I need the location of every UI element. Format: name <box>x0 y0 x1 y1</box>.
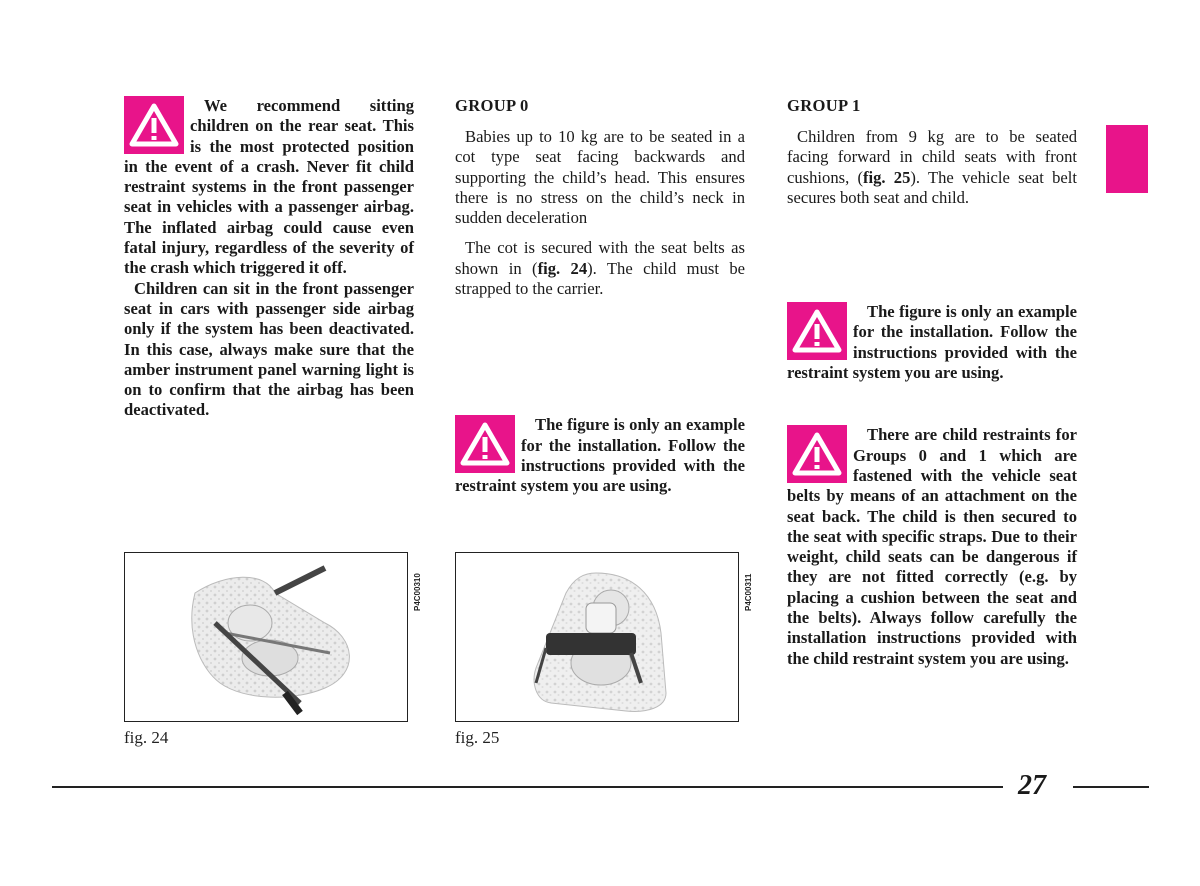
figure-24-caption: fig. 24 <box>124 728 169 747</box>
group-0-heading: GROUP 0 <box>455 96 529 115</box>
warning-triangle-icon <box>455 415 515 473</box>
group-0-paragraph: Babies up to 10 kg are to be seated in a cot type seat facing backwards and supporting the child’s head. This ensures there is no stress on the child’s neck in sudden deceleration <box>455 127 745 228</box>
warning-triangle-icon <box>787 425 847 483</box>
section-tab <box>1106 125 1148 193</box>
page-number: 27 <box>1018 770 1046 801</box>
group-0-secure-paragraph: The cot is secured with the seat belts as shown in (fig. 24). The child must be strapped to the carrier. <box>455 238 746 299</box>
footer-rule-right <box>1073 786 1149 788</box>
group-1-paragraph: Children from 9 kg are to be seated facing forward in child seats with front cushions, (fig. 25). The vehicle seat belt secures both seat and child. <box>787 127 1078 207</box>
fig-25-ref: fig. 25 <box>862 167 911 187</box>
fig-24-ref: fig. 24 <box>537 258 588 278</box>
figure-24-cot-seat-image <box>124 552 422 722</box>
middle-column <box>455 96 745 497</box>
figure-code: P4C00311 <box>744 573 753 611</box>
left-column <box>124 96 414 421</box>
figure-code: P4C00310 <box>413 573 422 611</box>
warning-triangle-icon <box>787 302 847 360</box>
figure-example-warning: The figure is only an example for the installation. Follow the instructions provided with the restraint system you are using. <box>455 415 745 496</box>
right-column <box>787 96 1077 669</box>
figure-25-child-seat-image <box>455 552 753 722</box>
figure-25-caption: fig. 25 <box>455 728 500 747</box>
rear-seat-warning: We recommend sitting children on the rear seat. This is the most protected position in the event of a crash. Never fit child restraint systems in the front passenger seat in vehicles with a passenger airbag. The inflated airbag could cause even fatal injury, regardless of the severity of the crash which triggered it off. <box>124 96 414 278</box>
group-1-heading: GROUP 1 <box>787 96 861 115</box>
front-seat-airbag-warning: Children can sit in the front passenger seat in cars with passenger side airbag only if the system has been deactivated. In this case, always make sure that the amber instrument panel warning light is on to confirm that the airbag has been deactivated. <box>124 278 414 420</box>
footer-rule-left <box>52 786 1003 788</box>
seat-belt-attachment-warning: There are child restraints for Groups 0 and 1 which are fastened with the vehicle seat belts by means of an attachment on the seat back. The child is then secured to the seat with specific straps. Due to their weight, child seats can be dangerous if they are not fitted correctly (e.g. by placing a cushion between the seat and the belts). Always follow carefully the installation instructions provided with the child restraint system you are using. <box>787 425 1077 668</box>
figure-example-warning-2: The figure is only an example for the installation. Follow the instructions provided with the restraint system you are using. <box>787 302 1077 383</box>
warning-triangle-icon <box>124 96 184 154</box>
